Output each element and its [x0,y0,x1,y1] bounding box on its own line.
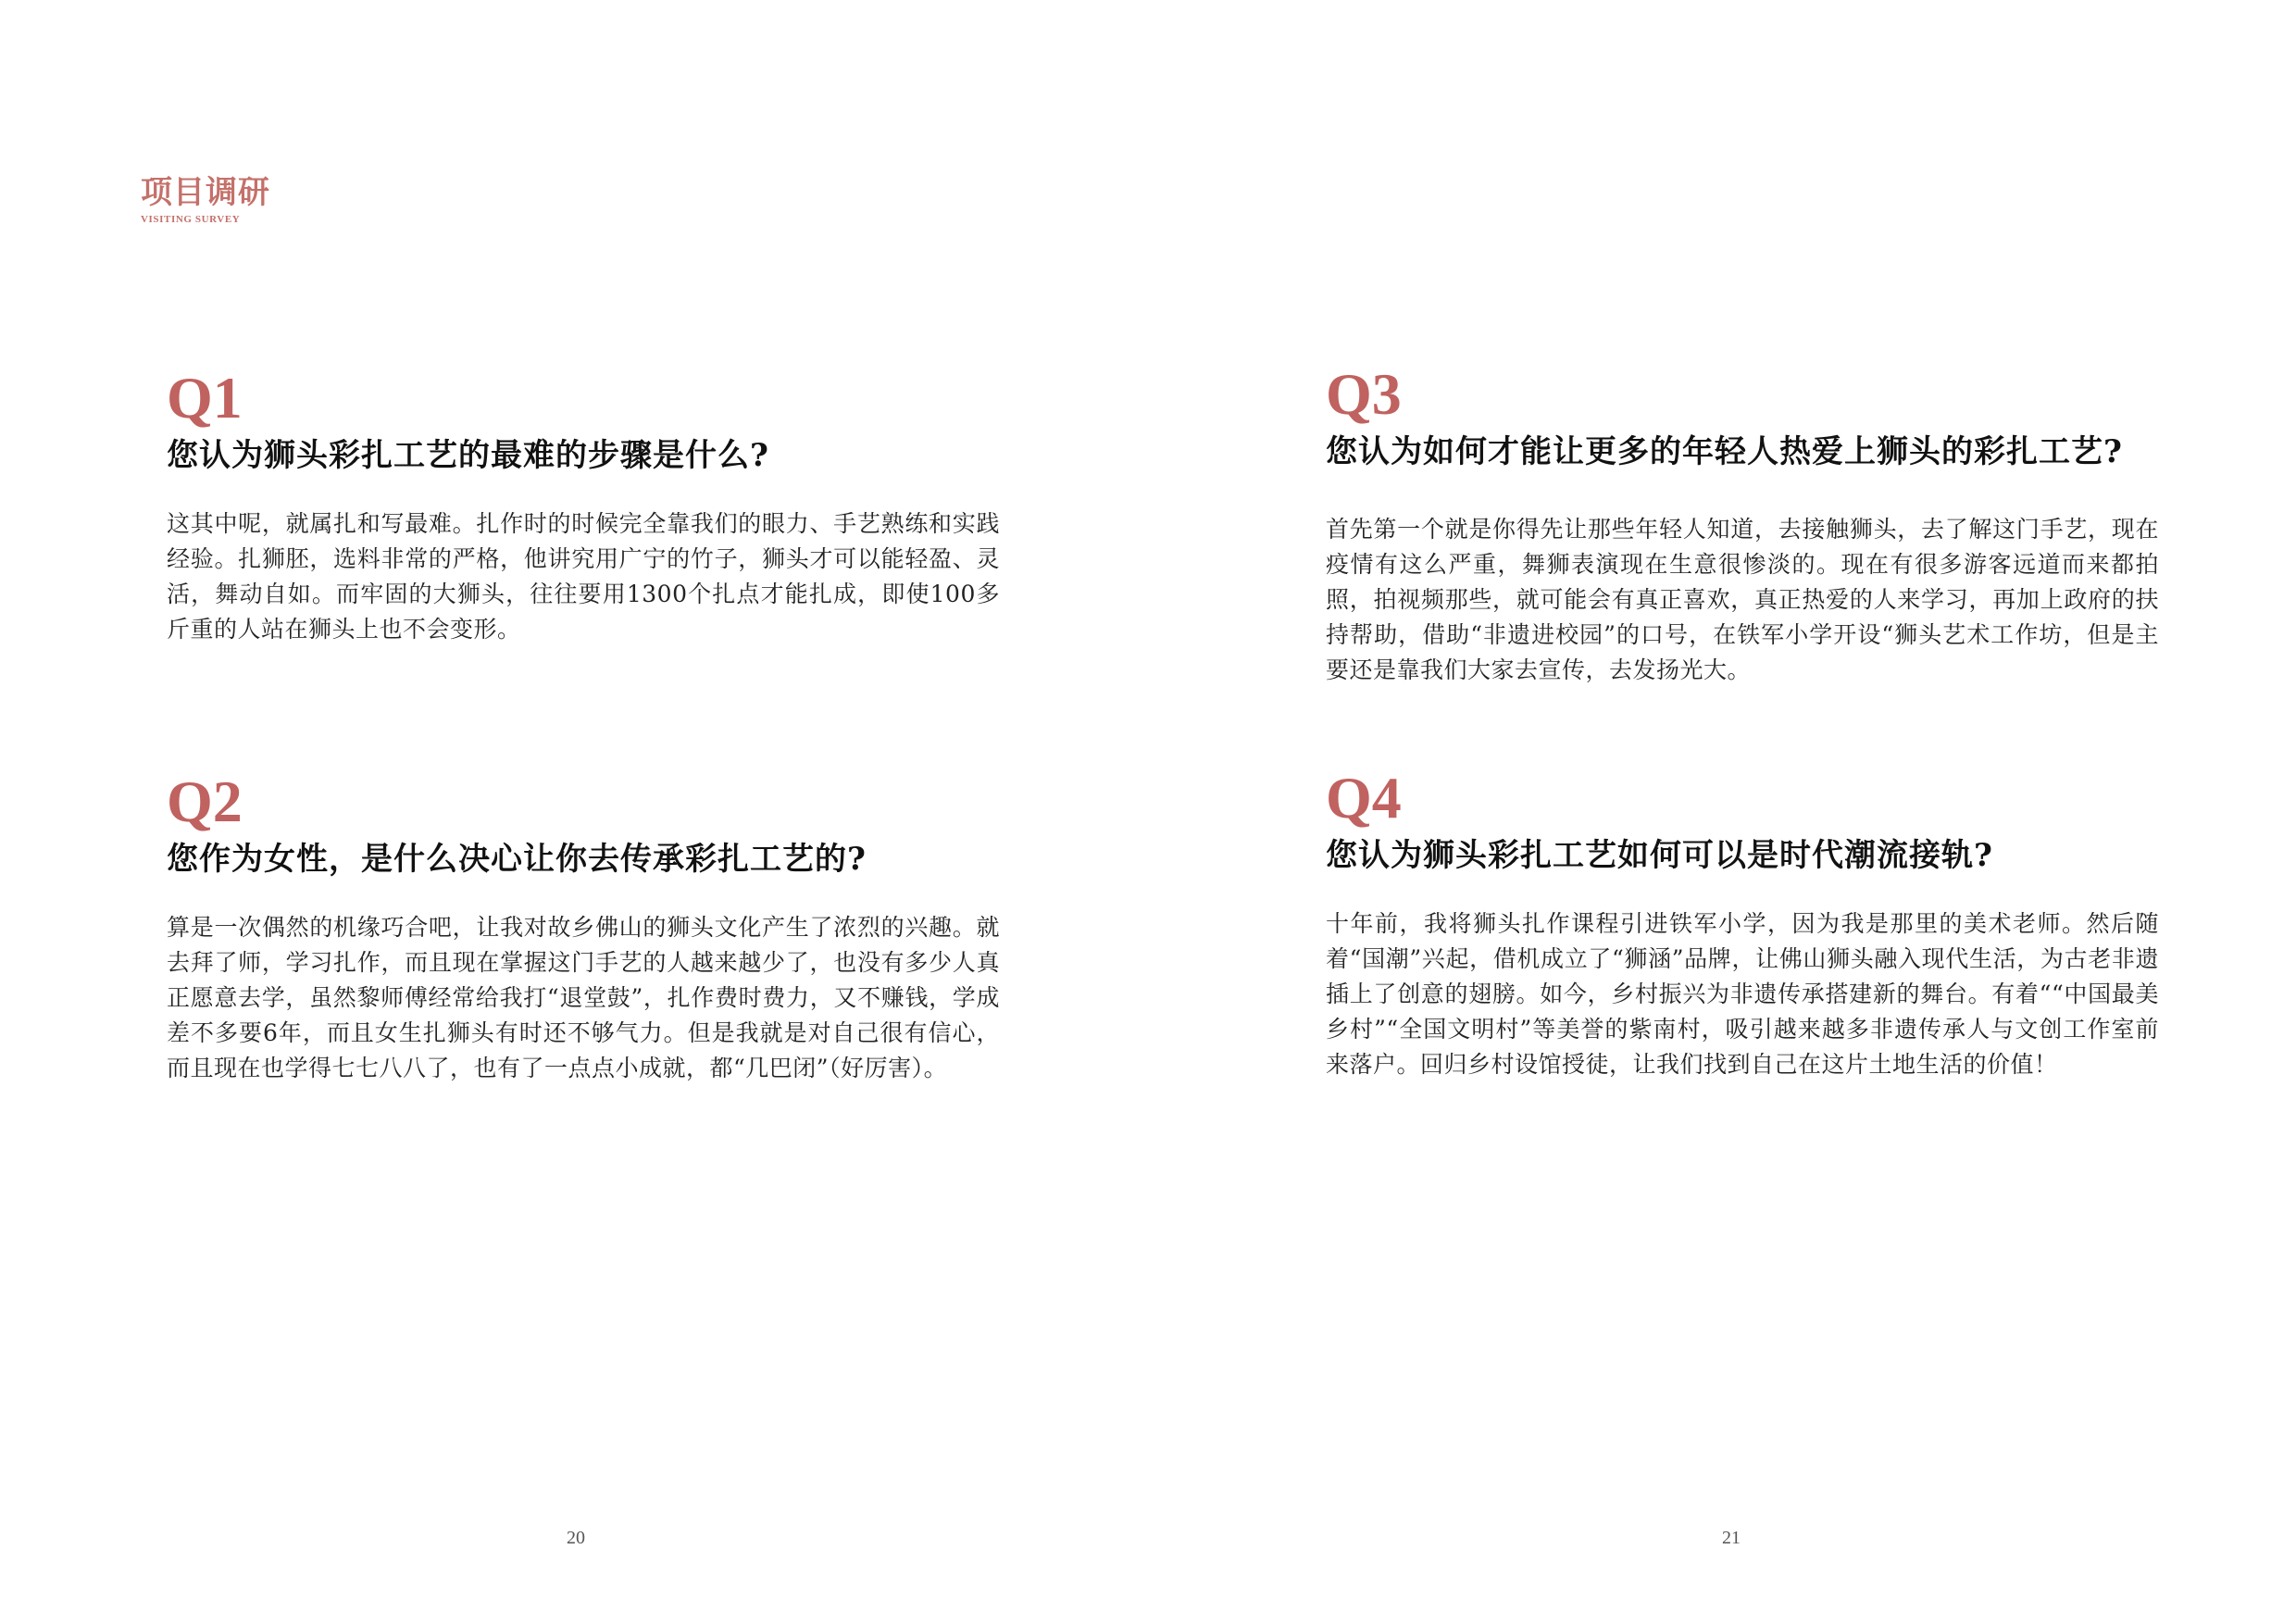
qa-block-3 [1326,361,2159,688]
question-number: Q4 [1326,765,1402,831]
answer-text: 十年前，我将狮头扎作课程引进铁军小学，因为我是那里的美术老师。然后随着“国潮”兴起，借机成立了“狮涵”品牌，让佛山狮头融入现代生活，为古老非遗插上了创意的翅膀。如今，乡村振兴为非遗传承搭建新的舞台。有着““中国最美乡村”“全国文明村”等美誉的紫南村，吸引越来越多非遗传承人与文创工作室前来落户。回归乡村设馆授徒，让我们找到自己在这片土地生活的价值！ [1326,910,2159,1078]
section-title: 项目调研 [141,174,270,211]
question-number: Q2 [167,768,243,834]
question-title: 您认为狮头彩扎工艺的最难的步骤是什么? [167,437,769,474]
section-subtitle: VISITING SURVEY [141,214,241,225]
answer-text: 首先第一个就是你得先让那些年轻人知道，去接触狮头，去了解这门手艺，现在疫情有这么严重，舞狮表演现在生意很惨淡的。现在有很多游客远道而来都拍照，拍视频那些，就可能会有真正喜欢，真正热爱的人来学习，再加上政府的扶持帮助，借助“非遗进校园”的口号，在铁军小学开设“狮头艺术工作坊，但是主要还是靠我们大家去宣传，去发扬光大。 [1326,516,2159,683]
qa-block-4 [1326,765,2159,1082]
page-number-right: 21 [1722,1528,1741,1548]
question-title: 您作为女性，是什么决心让你去传承彩扎工艺的? [167,841,867,878]
page-number-left: 20 [567,1528,585,1548]
answer-text: 这其中呢，就属扎和写最难。扎作时的时候完全靠我们的眼力、手艺熟练和实践经验。扎狮胚，选料非常的严格，他讲究用广宁的竹子，狮头才可以能轻盈、灵活，舞动自如。而牢固的大狮头，往往要用1300个扎点才能扎成，即使100多斤重的人站在狮头上也不会变形。 [167,510,1000,643]
qa-block-2 [167,768,1000,1086]
qa-block-1 [167,365,1000,647]
question-number: Q1 [167,365,243,431]
question-title: 您认为狮头彩扎工艺如何可以是时代潮流接轨? [1326,837,1993,874]
section-header [141,174,270,225]
answer-text: 算是一次偶然的机缘巧合吧，让我对故乡佛山的狮头文化产生了浓烈的兴趣。就去拜了师，学习扎作，而且现在掌握这门手艺的人越来越少了，也没有多少人真正愿意去学，虽然黎师傅经常给我打“退堂鼓”，扎作费时费力，又不赚钱，学成差不多要6年，而且女生扎狮头有时还不够气力。但是我就是对自己很有信心，而且现在也学得七七八八了，也有了一点点小成就，都“几巴闭”（好厉害）。 [167,914,1000,1081]
question-title: 您认为如何才能让更多的年轻人热爱上狮头的彩扎工艺? [1326,433,2123,470]
question-number: Q3 [1326,361,1402,427]
